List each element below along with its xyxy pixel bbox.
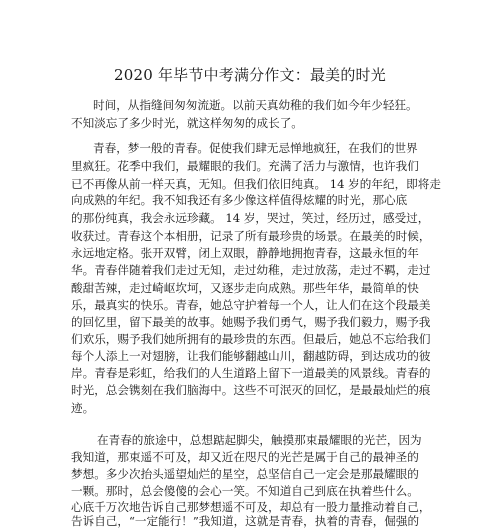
paragraph-line: 心底千万次地告诉自己那梦想遥不可及，却总有一股力量推动着自己， (71, 500, 431, 514)
paragraph-line: 永远地定格。张开双臂，闭上双眼，静静地拥抱青春，这最永恒的年 (71, 246, 419, 260)
article-title: 2020 年毕节中考满分作文：最美的时光 (114, 66, 386, 84)
paragraph-line: 迹。 (71, 401, 95, 415)
paragraph-line: 时光，总会镌刻在我们脑海中。这些不可泯灭的回忆，是最最灿烂的痕 (71, 383, 431, 397)
paragraph-line: 向成熟的年纪。我不知我还有多少像这样值得炫耀的时光，那心底 (71, 193, 408, 207)
paragraph-line: 华。青春伴随着我们走过无知，走过幼稚，走过放荡，走过不羁，走过 (71, 263, 431, 277)
paragraph-line: 们欢乐，赐予我们她所拥有的最珍贵的东西。但最后，她总不忘给我们 (71, 332, 431, 346)
paragraph-line: 乐，最真实的快乐。青春，她总守护着每一个人，让人们在这个段最美 (71, 298, 431, 312)
paragraph-line: 已不再像从前一样天真，无知。但我们依旧纯真。 14 岁的年纪，即将走 (71, 177, 441, 191)
paragraph-line: 的那份纯真，我会永远珍藏。 14 岁，哭过，笑过，经历过，感受过， (71, 211, 430, 225)
paragraph-line: 梦想。多少次抬头遥望灿烂的星空，总坚信自己一定会是那最耀眼的 (71, 467, 419, 481)
paragraph-line: 收获过。青春这个本相册，记录了所有最珍贵的场景。在最美的时候， (71, 229, 431, 243)
paragraph-line: 里疯狂。花季中我们，最耀眼的我们。充满了活力与激情，也许我们 (71, 159, 419, 173)
paragraph-line: 每个人添上一对翅膀，让我们能够翻越山川，翻越防碍，到达成功的彼 (71, 349, 431, 363)
paragraph-line: 在青春的旅途中，总想踮起脚尖，触摸那束最耀眼的光芒，因为 (97, 433, 422, 447)
paragraph-line: 告诉自己，“一定能行！”我知道，这就是青春，执着的青春，倔强的 (71, 514, 420, 528)
paragraph-line: 岸。青春是彩虹，给我们的人生道路上留下一道最美的风景线。青春的 (71, 366, 431, 380)
paragraph-line: 青春，梦一般的青春。促使我们肆无忌惮地疯狂，在我们的世界 (93, 141, 418, 155)
paragraph-line: 酸甜苦辣，走过崎岖坎坷，又逐步走向成熟。那些年华，最简单的快 (71, 281, 419, 295)
paragraph-line: 的回忆里，留下最美的故事。她赐予我们勇气，赐予我们毅力，赐予我 (71, 315, 431, 329)
paragraph-line: 一颗。那时，总会傻傻的会心一笑。不知道自己到底在执着些什么。 (71, 484, 419, 498)
paragraph-line: 我知道，那束遥不可及，却又近在咫尺的光芒是属于自己的最神圣的 (71, 450, 419, 464)
paragraph-line: 不知淡忘了多少时光，就这样匆匆的成长了。 (71, 116, 303, 130)
paragraph-line: 时间，从指缝间匆匆流逝。以前天真幼稚的我们如今年少轻狂。 (93, 98, 418, 112)
